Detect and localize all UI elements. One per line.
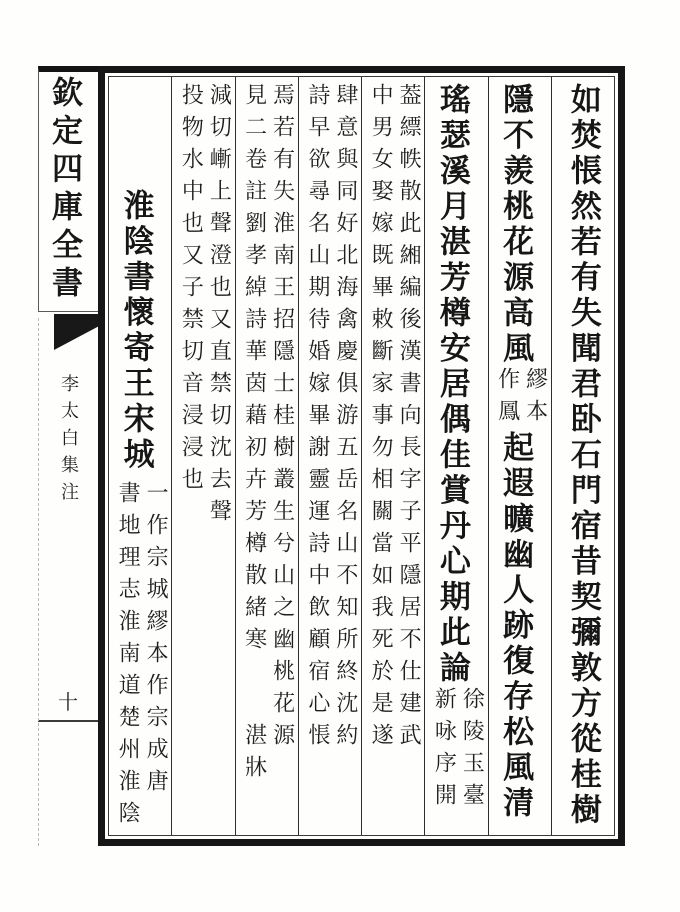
column-8 (109, 77, 171, 835)
interlinear-note (491, 367, 549, 431)
column-1 (551, 77, 614, 835)
interlinear-note (174, 83, 232, 531)
text-frame (98, 66, 625, 846)
note-right-line: 葢縹帙散此緗編後漢書向長字子平隱居不仕建武 (396, 83, 422, 755)
note-right-line: 焉若有失淮南王招隱士桂樹叢生兮山之幽桃花源 (269, 83, 295, 755)
interlinear-note (427, 687, 485, 815)
main-text-segment: 瑤瑟溪月湛芳樽安居偶佳賞丹心期此論 (433, 83, 470, 687)
column-5-text (301, 77, 359, 835)
column-5 (298, 77, 361, 835)
note-right-line: 肆意與同好北海禽慶俱游五岳名山不知所終沈約 (332, 83, 358, 755)
interlinear-note (301, 83, 359, 755)
column-3 (424, 77, 487, 835)
column-7 (171, 77, 234, 835)
note-left-line: 新咏序開 (431, 686, 457, 815)
spine-margin (38, 66, 98, 846)
column-8-text (111, 77, 169, 835)
book-title: 李太白集注 (58, 374, 79, 509)
note-right-line: 減切嶃上聲澄也又直禁切沈去聲 (206, 83, 232, 531)
fishtail-mark-icon (54, 314, 98, 350)
note-left-line: 詩早欲尋名山期待婚嫁畢謝靈運詩中飲顧宿心悵 (304, 83, 330, 755)
note-left-line: 見二卷註劉孝綽詩華茵藉初卉芳樽散緒寒 湛牀 (241, 83, 267, 787)
interlinear-note (111, 481, 169, 833)
column-6-text (238, 77, 296, 835)
column-3-text (427, 77, 485, 835)
note-left-line: 書地理志淮南道楚州淮陰 (115, 481, 141, 833)
column-6 (235, 77, 298, 835)
page-number: 十 (58, 690, 78, 714)
page-number-rule (38, 720, 98, 722)
note-right-line: 一作宗城繆本作宗成唐 (143, 481, 169, 801)
column-7-text (174, 77, 232, 835)
note-left-line: 中男女娶嫁既畢敕斷家事勿相關當如我死於是遂 (368, 83, 394, 755)
column-2 (488, 77, 551, 835)
note-left-line: 作鳳 (494, 367, 520, 431)
column-1-text (554, 77, 612, 835)
column-2-text (491, 77, 549, 835)
column-4-text (364, 77, 422, 835)
column-4 (361, 77, 424, 835)
poem-title: 淮陰書懷寄王宋城 (117, 189, 154, 473)
note-right-line: 徐陵玉臺 (459, 686, 485, 815)
interlinear-note (364, 83, 422, 755)
main-text-segment: 隱不羨桃花源高風 (497, 83, 534, 367)
note-right-line: 繆本 (522, 367, 548, 431)
main-text-segment: 如焚悵然若有失聞君卧石門宿昔契彌敦方從桂樹 (564, 83, 601, 829)
main-text-segment: 起遐曠幽人跡復存松風清 (497, 431, 534, 822)
text-columns (109, 77, 614, 835)
collection-label: 欽定四庫全書 (46, 76, 82, 304)
interlinear-note (238, 83, 296, 787)
note-left-line: 投物水中也又子禁切音浸浸也 (178, 83, 204, 499)
collection-label-box (38, 66, 98, 312)
